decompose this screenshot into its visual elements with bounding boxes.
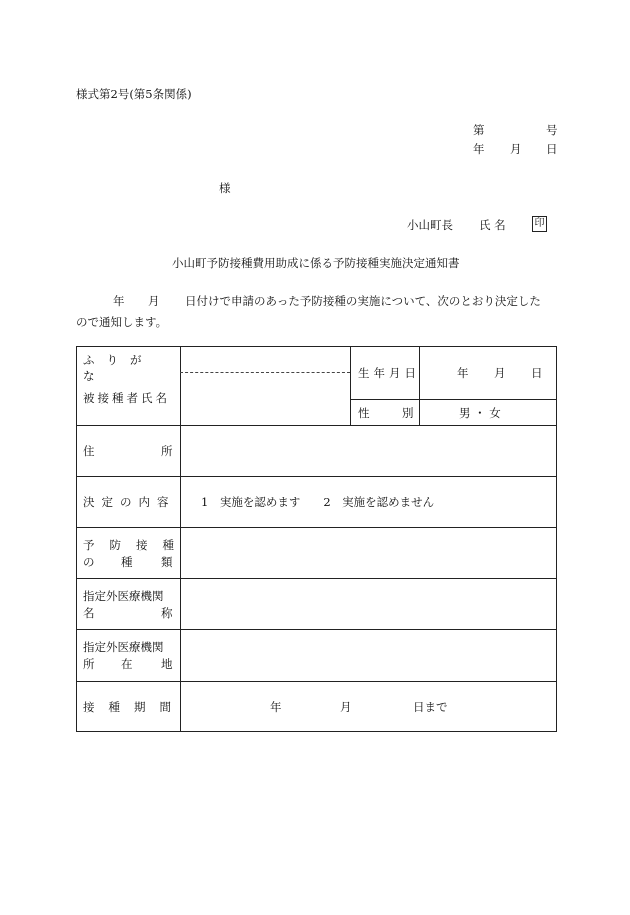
birthdate-label: 生年月日 <box>358 366 420 380</box>
furigana-label <box>83 352 173 384</box>
intro-year: 年 <box>113 294 125 308</box>
addressee-suffix: 様 <box>219 181 231 195</box>
facility-location-label-line1: 指定外医療機関 <box>83 640 164 654</box>
period-year: 年 <box>270 700 282 714</box>
intro-line-1: 日付けで申請のあった予防接種の実施について、次のとおり決定した <box>185 294 541 308</box>
period-month: 月 <box>340 700 352 714</box>
facility-name-label-line2-b: 称 <box>161 606 173 620</box>
facility-name-field[interactable] <box>184 583 552 623</box>
notice-form-table <box>76 346 557 732</box>
facility-location-label-line2-c: 地 <box>161 657 173 671</box>
address-label-1: 住 <box>83 444 95 458</box>
intro-line-2: ので通知します。 <box>76 315 168 329</box>
intro-month: 月 <box>148 294 160 308</box>
date-day: 日 <box>546 142 558 156</box>
date-year: 年 <box>473 142 485 156</box>
birthdate-month: 月 <box>494 366 506 380</box>
decision-value[interactable]: 1 実施を認めます 2 実施を認めません <box>201 495 435 509</box>
facility-location-field[interactable] <box>184 634 552 676</box>
facility-location-label-line2-a: 所 <box>83 657 95 671</box>
name-field[interactable] <box>184 377 347 421</box>
vaccine-label-line2-b: 種 <box>121 555 133 569</box>
sex-value[interactable]: 男 ・ 女 <box>459 406 501 420</box>
sex-label-1: 性 <box>358 406 370 420</box>
number-suffix: 号 <box>546 123 558 137</box>
vaccine-type-field[interactable] <box>184 532 552 572</box>
issuer-name-label: 氏 名 <box>479 218 506 232</box>
issuer-title: 小山町長 <box>407 218 453 232</box>
date-month: 月 <box>510 142 522 156</box>
number-prefix: 第 <box>473 123 485 137</box>
facility-location-label-line2-b: 在 <box>121 657 133 671</box>
address-field[interactable] <box>184 431 552 471</box>
name-label: 被接種者氏名 <box>83 391 170 405</box>
vaccine-label-line2-c: 類 <box>161 555 173 569</box>
vaccine-label-line1: 予防接種 <box>83 538 189 552</box>
period-until: 日まで <box>413 700 448 714</box>
seal-stamp: 印 <box>532 216 547 232</box>
furigana-label-text: ふりがな <box>83 353 154 383</box>
vaccine-label-line2-a: の <box>83 555 95 569</box>
birthdate-day: 日 <box>531 366 543 380</box>
furigana-field[interactable] <box>184 351 347 371</box>
birthdate-year: 年 <box>457 366 469 380</box>
sex-label-2: 別 <box>402 406 414 420</box>
form-id: 様式第2号(第5条関係) <box>76 87 192 101</box>
period-label: 接種期間 <box>83 700 185 714</box>
decision-label: 決定の内容 <box>83 495 176 509</box>
facility-name-label-line2-a: 名 <box>83 606 95 620</box>
address-label-2: 所 <box>161 444 173 458</box>
document-title: 小山町予防接種費用助成に係る予防接種実施決定通知書 <box>172 256 460 270</box>
facility-name-label-line1: 指定外医療機関 <box>83 589 164 603</box>
